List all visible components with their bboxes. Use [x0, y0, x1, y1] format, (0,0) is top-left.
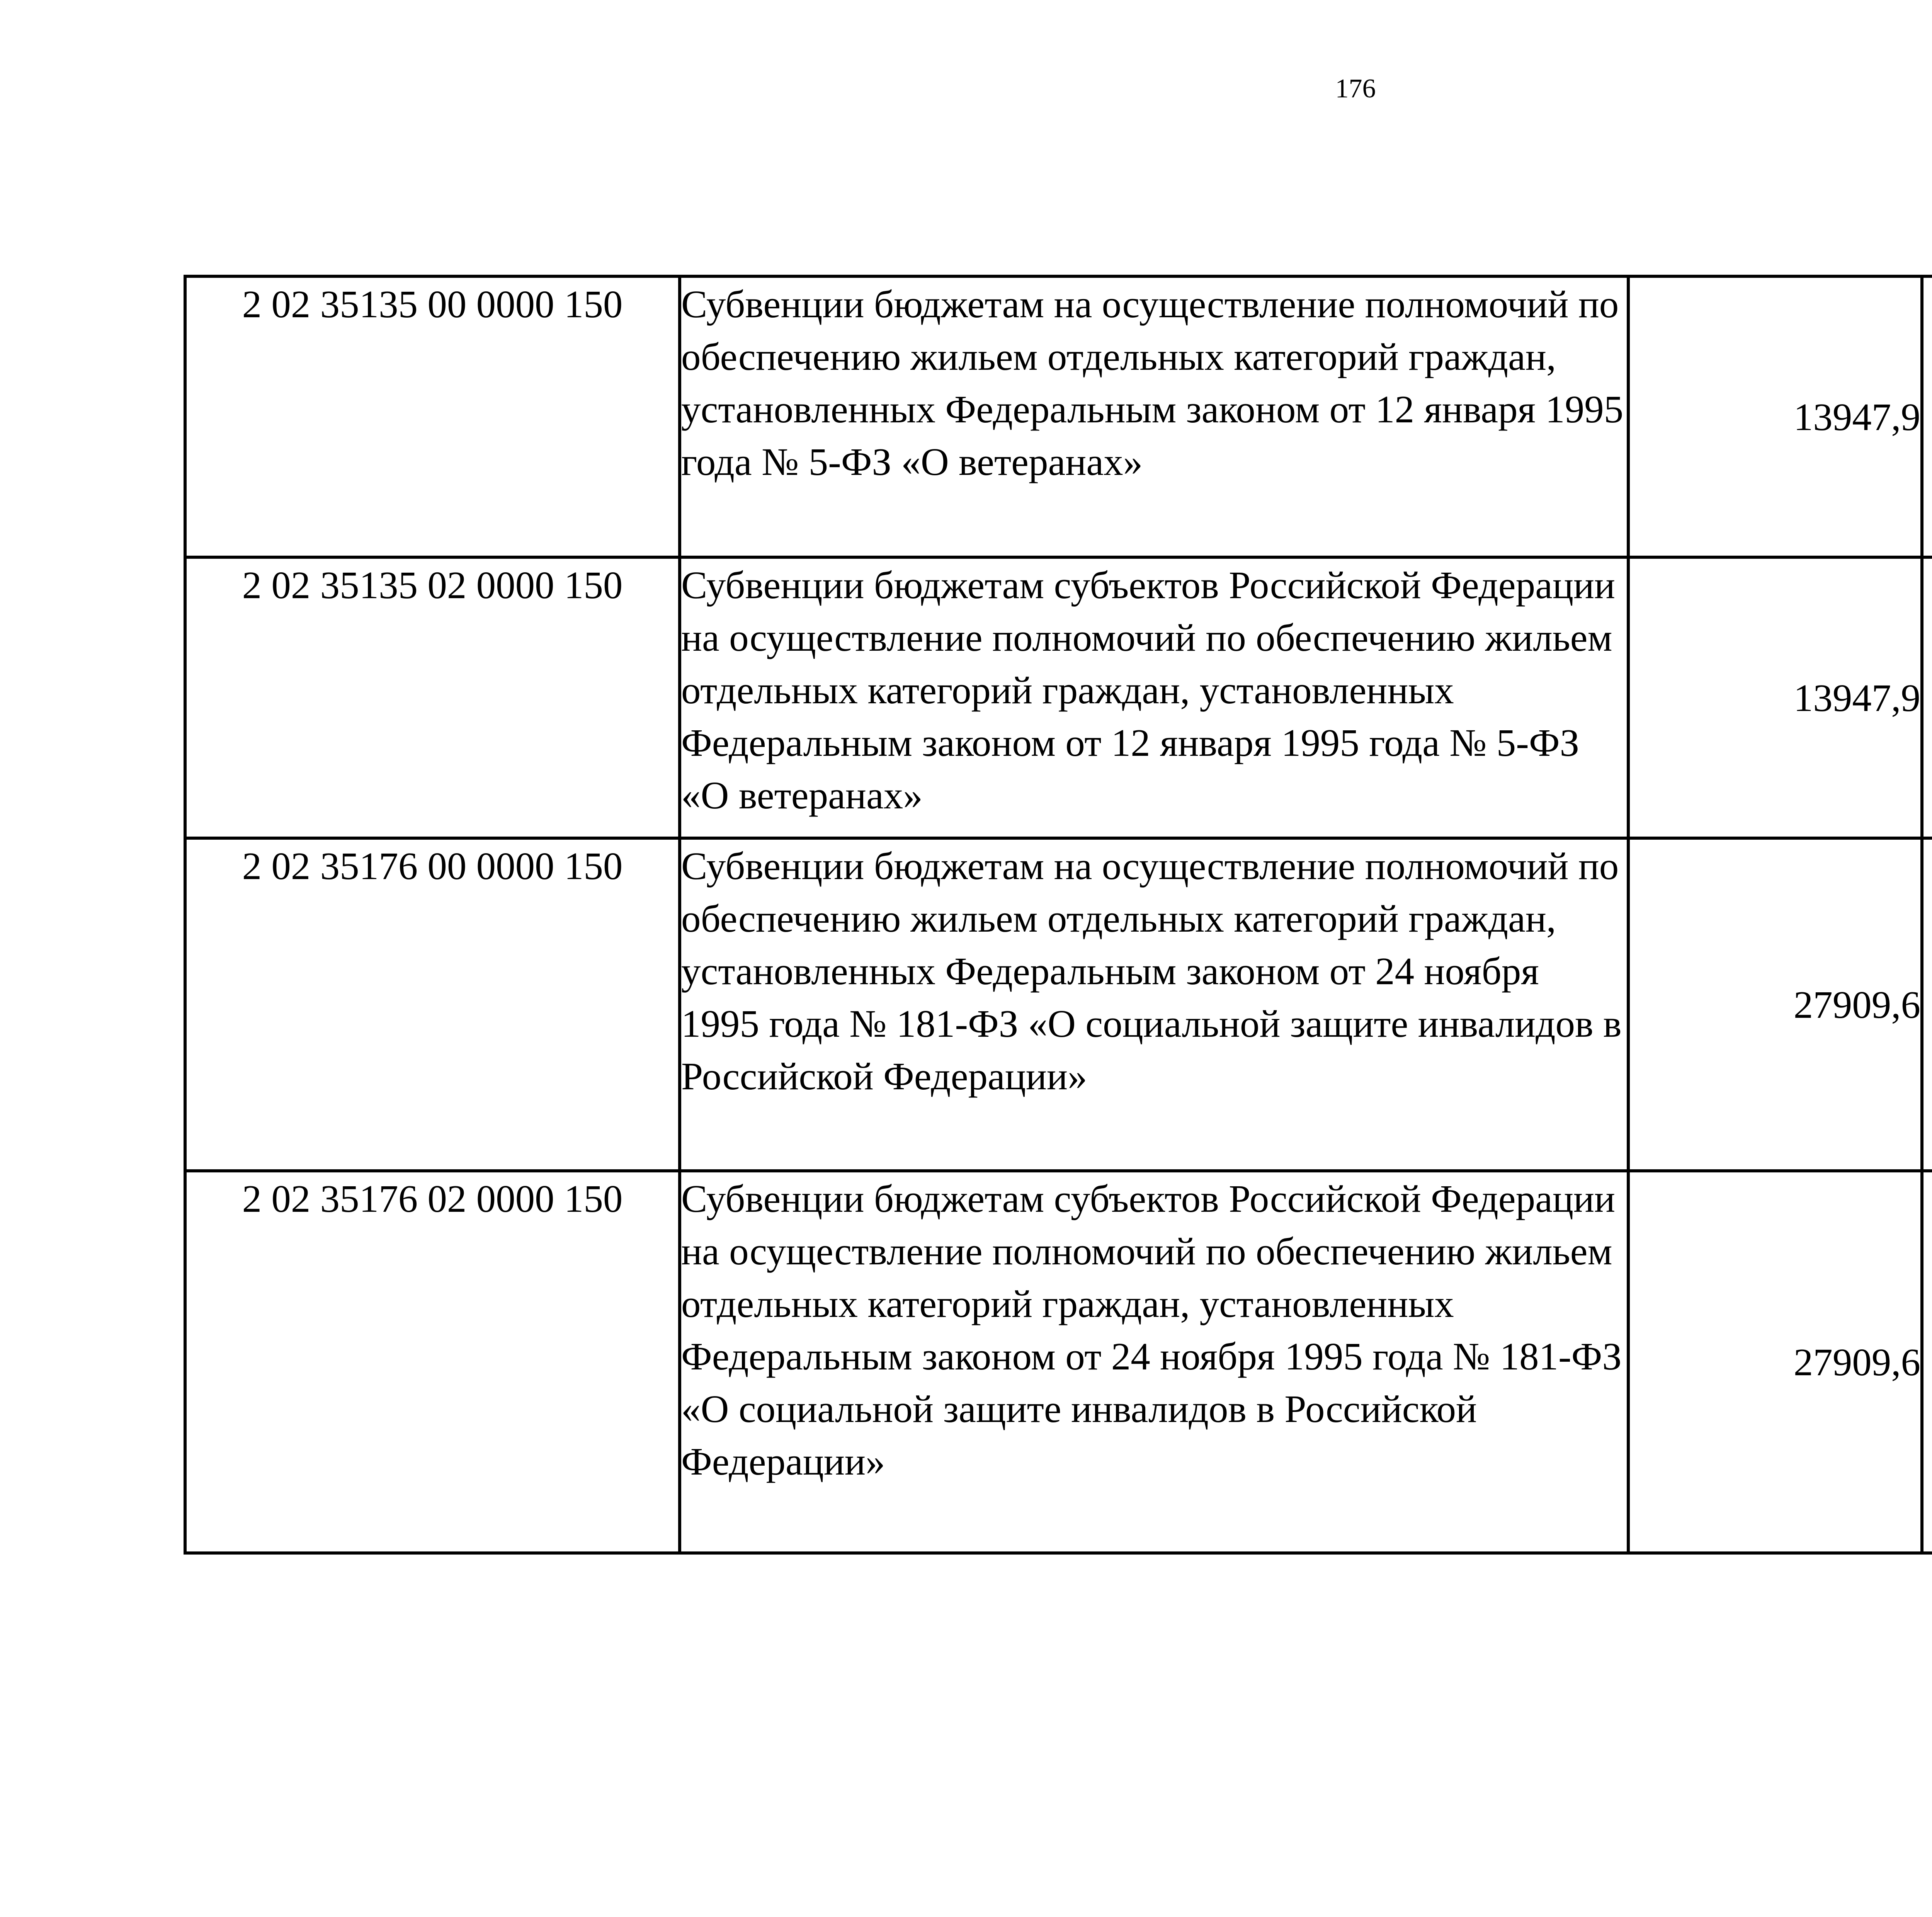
amount-year1-cell: 27909,6	[1628, 1171, 1922, 1553]
income-name-cell: Субвенции бюджетам субъектов Российской Федерации на осуществление полномочий по обеспечению жильем отдельных категорий граждан, установленных Федеральным законом от 12 января 1995 года № 5-ФЗ «О ветеранах»	[680, 557, 1628, 838]
amount-year2-cell	[1922, 838, 1932, 1171]
budget-code-cell: 2 02 35176 00 0000 150	[185, 838, 680, 1171]
table-row	[185, 1171, 1932, 1553]
budget-code-cell: 2 02 35135 02 0000 150	[185, 557, 680, 838]
amount-year2-cell	[1922, 1171, 1932, 1553]
page-number: 176	[1335, 74, 1376, 104]
amount-year2-cell	[1922, 276, 1932, 557]
table-row	[185, 276, 1932, 557]
budget-table	[184, 275, 1932, 1555]
amount-year1-cell: 27909,6	[1628, 838, 1922, 1171]
income-name-cell: Субвенции бюджетам на осуществление полномочий по обеспечению жильем отдельных категорий граждан, установленных Федеральным законом от 24 ноября 1995 года № 181-ФЗ «О социальной защите инвалидов в Российской Федерации»	[680, 838, 1628, 1171]
income-name-cell: Субвенции бюджетам на осуществление полномочий по обеспечению жильем отдельных категорий граждан, установленных Федеральным законом от 12 января 1995 года № 5-ФЗ «О ветеранах»	[680, 276, 1628, 557]
budget-code-cell: 2 02 35135 00 0000 150	[185, 276, 680, 557]
income-name-cell: Субвенции бюджетам субъектов Российской Федерации на осуществление полномочий по обеспечению жильем отдельных категорий граждан, установленных Федеральным законом от 24 ноября 1995 года № 181-ФЗ «О социальной защите инвалидов в Российской Федерации»	[680, 1171, 1628, 1553]
amount-year1-cell: 13947,9	[1628, 276, 1922, 557]
amount-year1-cell: 13947,9	[1628, 557, 1922, 838]
table-row	[185, 557, 1932, 838]
amount-year2-cell	[1922, 557, 1932, 838]
table-row	[185, 838, 1932, 1171]
budget-code-cell: 2 02 35176 02 0000 150	[185, 1171, 680, 1553]
